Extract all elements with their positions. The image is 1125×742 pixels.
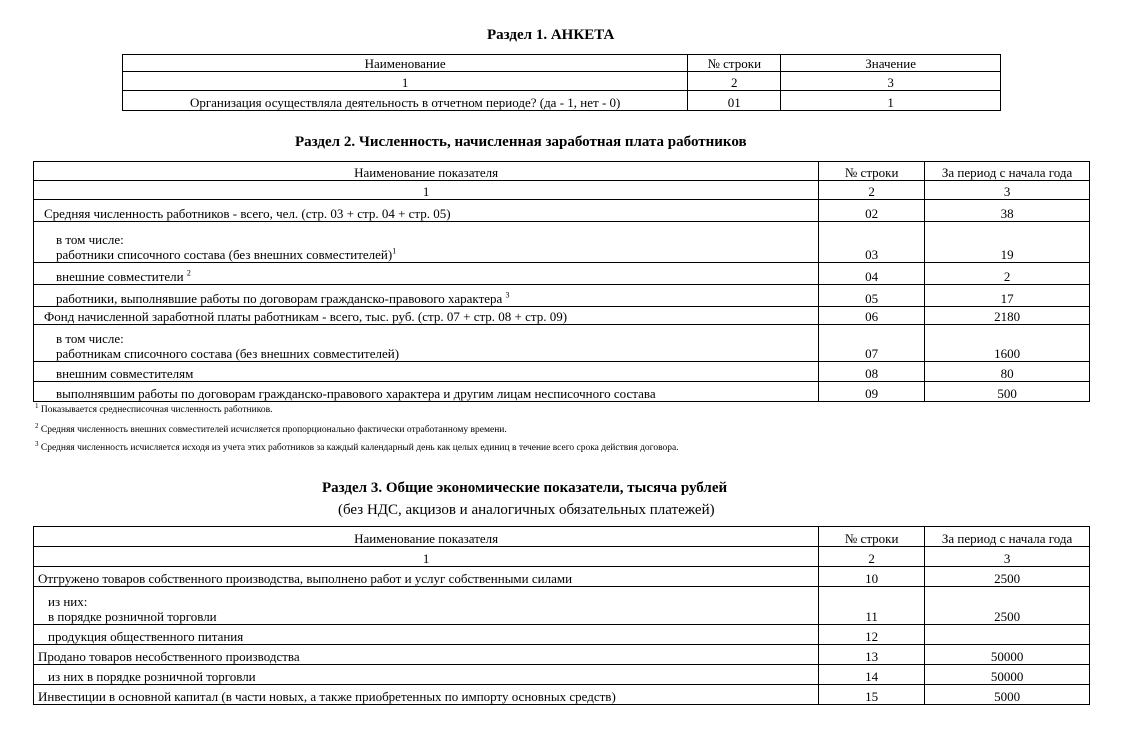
row-code: 08 [819, 362, 925, 382]
table-row [34, 222, 1090, 263]
row-name: продукция общественного питания [34, 625, 819, 645]
footnote [35, 401, 273, 415]
column-number: 2 [819, 547, 925, 567]
row-value: 500 [925, 382, 1090, 402]
column-number: 2 [819, 181, 925, 200]
header-value: Значение [781, 55, 1001, 72]
row-code: 03 [819, 222, 925, 263]
table-column-numbers-row [123, 72, 1001, 91]
row-name: из них в порядке розничной торговли [34, 665, 819, 685]
table-row [34, 645, 1090, 665]
row-code: 15 [819, 685, 925, 705]
row-label: внешние совместители [56, 269, 187, 284]
row-name: Средняя численность работников - всего, чел. (стр. 03 + стр. 04 + стр. 05) [34, 200, 819, 222]
row-label: работники, выполнявшие работы по договорам гражданско-правового характера [56, 291, 506, 306]
row-name: Отгружено товаров собственного производства, выполнено работ и услуг собственными силами [34, 567, 819, 587]
row-name [34, 587, 819, 625]
row-value: 2180 [925, 307, 1090, 325]
row-code: 06 [819, 307, 925, 325]
row-name [34, 263, 819, 285]
table-column-numbers-row [34, 181, 1090, 200]
row-value: 17 [925, 285, 1090, 307]
row-value: 80 [925, 362, 1090, 382]
header-name: Наименование [123, 55, 688, 72]
row-name: Фонд начисленной заработной платы работникам - всего, тыс. руб. (стр. 07 + стр. 08 + стр. 09) [34, 307, 819, 325]
footnote [35, 439, 679, 453]
table-row [34, 200, 1090, 222]
row-name: внешним совместителям [34, 362, 819, 382]
table-row [34, 625, 1090, 645]
table-row [123, 91, 1001, 111]
section-2-title: Раздел 2. Численность, начисленная заработная плата работников [295, 134, 747, 150]
section-1-title: Раздел 1. АНКЕТА [487, 27, 615, 43]
row-label: работникам списочного состава (без внешних совместителей) [56, 346, 400, 361]
section-1-table [122, 54, 1001, 111]
column-number: 3 [925, 181, 1090, 200]
row-code: 12 [819, 625, 925, 645]
row-value: 1600 [925, 325, 1090, 362]
table-row [34, 307, 1090, 325]
row-code: 11 [819, 587, 925, 625]
table-row [34, 325, 1090, 362]
table-row [34, 362, 1090, 382]
row-value: 50000 [925, 645, 1090, 665]
row-prefix: из них: [48, 594, 88, 609]
footnote-mark: 1 [35, 401, 39, 410]
row-code: 10 [819, 567, 925, 587]
header-value: За период с начала года [925, 527, 1090, 547]
footnote-text: Средняя численность исчисляется исходя из учета этих работников за каждый календарный день как целых единиц в течение всего срока действия договора. [40, 443, 679, 453]
header-value: За период с начала года [925, 162, 1090, 181]
row-label: работники списочного состава (без внешних совместителей) [56, 247, 393, 262]
footnote [35, 421, 507, 435]
row-value: 50000 [925, 665, 1090, 685]
row-name: Продано товаров несобственного производства [34, 645, 819, 665]
header-row-number: № строки [819, 162, 925, 181]
table-row [34, 587, 1090, 625]
row-name: Инвестиции в основной капитал (в части новых, а также приобретенных по импорту основных средств) [34, 685, 819, 705]
row-value: 5000 [925, 685, 1090, 705]
footnote-mark: 2 [35, 421, 39, 430]
row-value: 2500 [925, 567, 1090, 587]
row-code: 09 [819, 382, 925, 402]
row-code: 14 [819, 665, 925, 685]
row-code: 02 [819, 200, 925, 222]
section-3-subtitle: (без НДС, акцизов и аналогичных обязательных платежей) [338, 502, 715, 518]
section-2-table [33, 161, 1090, 402]
row-name [34, 325, 819, 362]
footnote-mark: 3 [35, 439, 39, 448]
row-prefix: в том числе: [56, 232, 124, 247]
header-name: Наименование показателя [34, 527, 819, 547]
footnote-text: Показывается среднесписочная численность работников. [40, 405, 273, 415]
row-code: 01 [688, 91, 781, 111]
row-code: 05 [819, 285, 925, 307]
table-header-row [123, 55, 1001, 72]
footnote-mark: 3 [505, 290, 510, 300]
column-number: 1 [123, 72, 688, 91]
row-value: 38 [925, 200, 1090, 222]
table-row [34, 285, 1090, 307]
row-name: Организация осуществляла деятельность в отчетном периоде? (да - 1, нет - 0) [123, 91, 688, 111]
row-value: 1 [781, 91, 1001, 111]
row-prefix: в том числе: [56, 331, 124, 346]
footnote-mark: 2 [186, 268, 191, 278]
row-name [34, 285, 819, 307]
header-name: Наименование показателя [34, 162, 819, 181]
row-value [925, 625, 1090, 645]
row-value: 2 [925, 263, 1090, 285]
row-code: 07 [819, 325, 925, 362]
row-value: 2500 [925, 587, 1090, 625]
header-row-number: № строки [688, 55, 781, 72]
row-label: в порядке розничной торговли [48, 609, 217, 624]
table-row [34, 665, 1090, 685]
table-row [34, 685, 1090, 705]
footnote-text: Средняя численность внешних совместителей исчисляется пропорционально фактически отработанному времени. [40, 425, 507, 435]
section-3-title: Раздел 3. Общие экономические показатели, тысяча рублей [322, 480, 728, 496]
column-number: 1 [34, 181, 819, 200]
row-value: 19 [925, 222, 1090, 263]
footnote-mark: 1 [392, 246, 397, 256]
table-header-row [34, 527, 1090, 547]
section-3-table [33, 526, 1090, 705]
column-number: 3 [781, 72, 1001, 91]
column-number: 2 [688, 72, 781, 91]
column-number: 1 [34, 547, 819, 567]
row-code: 13 [819, 645, 925, 665]
table-row [34, 263, 1090, 285]
header-row-number: № строки [819, 527, 925, 547]
row-name: выполнявшим работы по договорам гражданско-правового характера и другим лицам несписочного состава [34, 382, 819, 402]
row-code: 04 [819, 263, 925, 285]
column-number: 3 [925, 547, 1090, 567]
table-row [34, 382, 1090, 402]
table-row [34, 567, 1090, 587]
row-name [34, 222, 819, 263]
table-column-numbers-row [34, 547, 1090, 567]
table-header-row [34, 162, 1090, 181]
